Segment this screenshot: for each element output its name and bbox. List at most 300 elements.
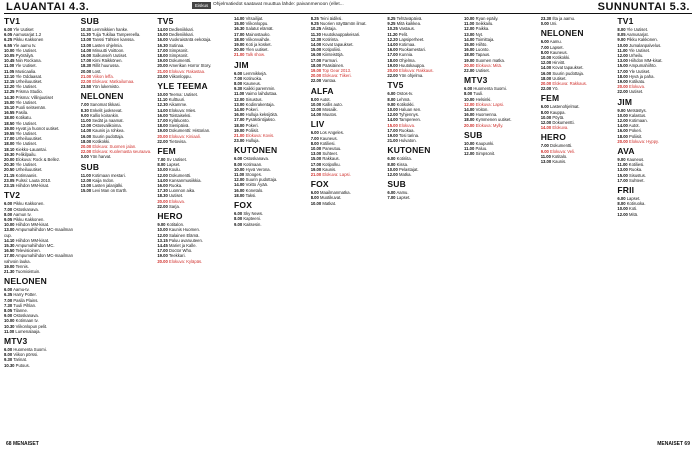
program-time: 10.00 <box>310 200 322 206</box>
program-time: 14.00 <box>80 47 92 53</box>
program-time: 10.00 <box>4 222 15 228</box>
program-time: 21.15 <box>4 172 15 178</box>
program-title: Haluan sen. <box>397 107 422 113</box>
channel-name: NELONEN <box>80 91 124 102</box>
channel-name: HERO <box>157 211 183 222</box>
program-time: 7.00 <box>234 75 243 81</box>
program-title: Stooges. <box>244 172 262 178</box>
program-title: Sutinaa. <box>167 42 185 48</box>
program-time: 0.00 <box>80 154 89 160</box>
program-time: 10.00 <box>464 140 475 146</box>
program-time: 13.00 <box>4 227 15 233</box>
program-title: Yön lukemisto. <box>91 84 120 90</box>
program-time: 18.10 <box>4 146 15 152</box>
program-title: Lasten ohjelmia. <box>91 42 123 48</box>
program-title: Ampumahiihto. <box>627 63 657 69</box>
program-title: Kapteeni. <box>242 216 262 222</box>
channel-name: SUB <box>387 179 406 190</box>
program-title: Elokuva: Rakastaa. <box>167 68 206 74</box>
program-title: Hulvaton. <box>397 138 417 144</box>
program-title: Kotimaan mestari. <box>90 172 126 178</box>
program-time: 14.00 <box>234 16 245 21</box>
program-title: Simpsonit. <box>167 53 189 59</box>
program-time: 7.00 <box>540 44 549 50</box>
program-entry <box>4 183 79 188</box>
channel-name: YLE TEEMA <box>157 81 208 92</box>
program-title: Kymmenen uutiset. <box>474 117 512 123</box>
program-time: 16.55 <box>4 110 15 116</box>
program-time: 22.00 <box>617 89 628 95</box>
channel-name: LIV <box>310 119 325 130</box>
program-title: Tuuli. <box>472 91 484 97</box>
program-time: 14.00 <box>464 107 475 113</box>
program-time: 14.00 <box>540 65 552 71</box>
program-title: Tehtäväpäivä. <box>395 16 423 21</box>
program-title: Ruokamestari. <box>397 47 427 53</box>
program-title: Farmari. <box>321 57 338 63</box>
program-title: Kauneus. <box>548 49 568 55</box>
program-time: 21.30 <box>4 268 15 274</box>
program-time: 9.25 <box>387 21 396 27</box>
program-title: Dokumentti. <box>167 172 192 178</box>
program-time: 7.00 <box>540 143 549 149</box>
tv-listings <box>4 16 692 438</box>
program-time: 6.25 <box>4 37 13 43</box>
program-title: Luonto. <box>474 47 490 53</box>
program-time: 16.30 <box>157 42 168 48</box>
program-time: 10.00 <box>540 55 552 61</box>
program-time: 12.00 <box>617 211 628 217</box>
program-title: Salkunseh Uutiset. <box>91 53 128 59</box>
program-time: 16.00 <box>157 112 168 118</box>
listing-column <box>234 16 309 438</box>
channel-name: NELONEN <box>4 276 47 287</box>
program-title: Yön harvat. <box>88 154 112 160</box>
program-time: 8.05 <box>4 307 13 313</box>
program-time: 20.00 <box>234 47 245 53</box>
program-title: Kauneus. <box>625 157 645 163</box>
program-time: 13.00 <box>617 58 628 64</box>
program-title: Aamu-tv. <box>12 287 30 293</box>
channel-name: SUB <box>80 161 100 172</box>
channel-name: FRII <box>617 185 635 196</box>
program-entry <box>157 139 232 144</box>
program-time: 17.00 <box>157 47 168 53</box>
program-time: 17.00 <box>387 127 398 133</box>
program-time: 16.00 <box>157 37 168 43</box>
program-time: 12.00 <box>540 60 552 66</box>
program-time: 14.00 <box>387 117 398 123</box>
program-time: 10.00 <box>464 96 475 102</box>
program-time: 20.00 <box>464 62 475 68</box>
program-time: 8.30 <box>80 107 89 113</box>
program-time: 18.00 <box>4 115 15 121</box>
program-time: 22.00 <box>157 138 168 144</box>
program-title: Paluu avaruuteen. <box>167 237 203 243</box>
program-entry <box>464 151 539 156</box>
program-time: 18.00 <box>4 141 15 147</box>
program-time: 14.30 <box>4 94 15 100</box>
program-title: Yle Uutiset <box>12 27 34 32</box>
program-title: Huomenna. <box>474 112 498 118</box>
program-time: 6.00 <box>4 27 13 32</box>
program-time: 13.00 <box>80 183 92 189</box>
channel-name: NELONEN <box>540 28 584 39</box>
program-title: Ostosvalikoima. <box>91 123 122 129</box>
program-entry <box>617 212 692 217</box>
program-title: Matka. <box>397 172 412 178</box>
program-title: Vuokraisäntä eekotaja. <box>167 37 212 43</box>
program-time: 6.35 <box>4 292 13 298</box>
program-entry <box>541 21 616 26</box>
program-title: Nuorien näyttämön ilmat. <box>318 21 367 27</box>
program-time: 6.00 <box>387 190 396 196</box>
program-entry <box>311 78 386 83</box>
program-time: 12.00 <box>157 232 168 238</box>
program-time: 20.00 <box>617 84 628 90</box>
program-title: Sanomat tikkasi. <box>88 102 121 108</box>
program-time: 12.00 <box>464 26 475 32</box>
program-title: Kauneus. <box>318 135 338 141</box>
channel-name: AVA <box>617 146 635 157</box>
program-title: Kotiruoka. <box>625 201 646 207</box>
program-title: Prisma: Villinjuutiset <box>14 94 54 100</box>
program-time: 19.30 <box>4 151 15 157</box>
program-time: 17.00 <box>310 57 322 63</box>
program-time: 9.00 <box>617 107 626 113</box>
program-title: Metsästys. <box>625 107 647 113</box>
program-time: 6.00 <box>540 104 549 110</box>
program-time: 11.00 <box>464 21 475 27</box>
program-time: 16.00 <box>387 47 398 53</box>
program-time: 6.00 <box>540 39 549 45</box>
program-title: Tuuli Pihlan. <box>12 302 37 308</box>
program-time: 20.00 <box>310 73 322 79</box>
right-page-number: MENAISET 69 <box>657 441 690 447</box>
program-title: Helsinki. <box>474 96 492 102</box>
program-title: Yle Uutiset. <box>14 120 37 126</box>
program-time: 9.25 <box>310 21 319 27</box>
program-entry <box>311 201 386 206</box>
program-time: 10.00 <box>157 92 168 98</box>
program-title: Sv Uutiset. <box>165 157 187 163</box>
program-title: Mitä kaikkea. <box>395 21 422 27</box>
program-title: Elokuva: Kyläpäs. <box>167 258 203 264</box>
program-entry <box>81 84 156 89</box>
program-title: Huutokauppa. <box>397 62 426 68</box>
program-time: 19.00 <box>310 166 322 172</box>
program-title: Kulttuuri. <box>167 97 186 103</box>
program-time: 16.00 <box>80 133 92 139</box>
program-title: Rillit huurussa. <box>91 63 120 69</box>
program-time: 16.00 <box>234 187 245 193</box>
program-time: 13.00 <box>540 159 552 165</box>
program-time: 8.00 <box>310 96 319 102</box>
program-title: Kaikki paremmin. <box>242 86 276 92</box>
program-time: 18.00 <box>387 57 398 63</box>
program-time: 16.00 <box>464 112 475 118</box>
program-title: Prisma Studio. <box>14 89 43 95</box>
program-title: Sisustus. <box>627 172 647 178</box>
program-time: 7.00 <box>80 102 89 108</box>
channel-name: JIM <box>234 59 249 70</box>
program-entry <box>81 154 156 159</box>
program-entry <box>234 52 309 57</box>
program-time: 18.00 <box>234 36 245 42</box>
program-time: 15.00 <box>310 156 322 162</box>
program-title: Sky News. <box>242 211 264 217</box>
program-entry <box>81 188 156 193</box>
program-time: 20.00 <box>387 68 398 74</box>
program-time: 19.00 <box>4 263 15 269</box>
program-title: Ampumahiihdon MC-maailman vahvoin lauka. <box>4 253 73 264</box>
program-time: 14.00 <box>540 125 552 131</box>
program-title: Kodinrakentaja. <box>244 101 275 107</box>
program-title: Koulu. <box>167 167 181 173</box>
listing-column <box>81 16 156 438</box>
program-title: Tyhjennys. <box>397 112 419 118</box>
program-time: 16.30 <box>234 26 245 32</box>
program-entry <box>234 222 309 227</box>
program-time: 14.00 <box>310 42 322 48</box>
program-time: 9.00 <box>540 148 549 154</box>
program-title: Hiihto. <box>474 42 488 48</box>
program-time: 16.00 <box>234 112 245 118</box>
program-title: Tuomioistuin. <box>14 268 41 274</box>
program-title: Sarja. <box>167 203 180 209</box>
program-time: 22.00 <box>387 73 398 79</box>
program-entry <box>4 329 79 334</box>
header-badge: Eiskus <box>192 2 211 9</box>
program-title: Kovat tapaukset. <box>321 42 354 48</box>
program-time: 13.00 <box>310 151 322 157</box>
program-time: 12.15 <box>4 79 15 85</box>
program-entry <box>464 123 539 128</box>
program-title: Kaunis. <box>321 166 337 172</box>
channel-name: ALFA <box>310 85 334 96</box>
program-entry <box>157 74 232 79</box>
program-title: Harry Potter. <box>12 292 37 298</box>
listing-column <box>4 16 79 438</box>
program-title: Yle Uutiset. <box>14 99 37 105</box>
program-title: Pysäköintijakso. <box>244 117 276 123</box>
program-time: 8.00 <box>234 216 243 222</box>
program-title: Viikon pörssi. <box>12 352 39 358</box>
program-title: Musicaalia. <box>14 68 37 74</box>
program-title: Elokuva: Kuolemasta seuraava. <box>91 149 152 155</box>
program-time: 17.00 <box>157 118 168 124</box>
program-time: 10.00 <box>4 318 15 324</box>
program-time: 12.30 <box>157 102 168 108</box>
program-entry <box>541 159 616 164</box>
program-time: 18.30 <box>80 63 92 69</box>
program-time: 12.00 <box>464 101 475 107</box>
program-title: Paneutuu. <box>321 146 342 152</box>
program-time: 9.00 <box>617 157 626 163</box>
program-title: Kotirinta. <box>321 36 339 42</box>
program-title: Luonnon aika. <box>167 188 196 194</box>
program-title: Sedät ja naamat. <box>90 118 124 124</box>
program-time: 21.00 <box>310 172 322 178</box>
program-time: 23.00 <box>157 73 168 79</box>
program-time: 10.00 <box>540 114 552 120</box>
program-title: Huutokauppakeisari. <box>320 31 361 37</box>
channel-name: FOX <box>234 200 253 211</box>
header-rule <box>4 13 692 14</box>
program-time: 17.00 <box>234 31 245 37</box>
program-time: 20.00 <box>80 68 92 74</box>
channel-name: KUTONEN <box>234 145 278 156</box>
program-time: 8.00 <box>4 352 13 358</box>
program-time: 20.00 <box>157 63 168 69</box>
program-time: 9.30 <box>234 86 243 92</box>
program-entry <box>4 363 79 368</box>
program-title: Yle Uutiset. <box>14 47 37 53</box>
program-title: Uutiset. <box>627 89 644 95</box>
program-title: Kotitalo. <box>550 153 568 159</box>
program-time: 16.50 <box>4 248 15 254</box>
program-title: Elokuva: Kovis. <box>244 133 275 139</box>
program-title: Sienipäivä. <box>167 123 190 129</box>
program-title: Ruoka. <box>627 167 643 173</box>
program-time: 10.00 <box>310 146 322 152</box>
program-time: 18.00 <box>464 117 475 123</box>
program-title: Koti ja kosket. <box>244 42 272 48</box>
program-title: Yle Uutiset. <box>14 141 37 147</box>
program-time: 9.30 <box>4 357 13 363</box>
program-title: Ostoskanava. <box>12 313 39 319</box>
program-title: Kunnia. <box>397 52 414 58</box>
program-time: 17.00 <box>617 177 628 183</box>
program-time: 13.00 <box>464 31 475 37</box>
program-title: Kallis auto. <box>321 101 343 107</box>
program-time: 12.25 <box>4 89 15 95</box>
program-time: 12.00 <box>540 120 552 126</box>
program-time: 18.50 <box>4 120 15 126</box>
program-time: 6.00 <box>4 201 13 207</box>
program-title: Yle Uutiset. <box>14 131 37 137</box>
program-time: 15.30 <box>4 242 15 248</box>
program-title: Hyvä ja paha. <box>627 73 655 79</box>
program-title: Mariet ja Kalle. <box>167 242 197 248</box>
program-time: 13.00 <box>617 167 628 173</box>
program-time: 7.00 <box>387 195 396 201</box>
program-time: 12.10 <box>4 73 15 79</box>
program-time: 6.00 <box>234 156 243 162</box>
program-title: Dokumentti. <box>167 58 192 64</box>
program-time: 12.00 <box>80 177 92 183</box>
program-title: Uutiset. <box>551 75 567 81</box>
program-title: Yle Uutiset. <box>14 63 37 69</box>
program-time: 17.00 <box>157 248 168 254</box>
program-title: Toistaiseksi. <box>167 112 192 118</box>
program-time: 14.00 <box>234 107 245 113</box>
program-title: Kotikokki. <box>91 138 111 144</box>
program-time: 0.00 <box>540 21 549 27</box>
program-time: 12.00 <box>387 172 398 178</box>
program-entry <box>311 172 386 177</box>
program-time: 19.00 <box>464 57 475 63</box>
program-time: 6.55 <box>4 42 13 48</box>
program-time: 22.00 <box>310 78 322 84</box>
program-title: Hulluja keksijöitä. <box>244 112 279 118</box>
program-title: Ruokaa. <box>397 127 415 133</box>
program-title: Kissa. <box>395 161 409 167</box>
channel-name: HERO <box>540 132 567 143</box>
program-title: Enkelit juoksevat. <box>88 107 123 113</box>
program-time: 19.00 <box>617 79 628 85</box>
program-title: Simpsonit. <box>167 47 189 53</box>
program-title: Vantaa. <box>321 78 337 84</box>
program-time: 8.00 <box>157 162 166 168</box>
program-time: 20.50 <box>4 167 15 173</box>
program-title: Koti. <box>627 206 638 212</box>
program-time: 10.05 <box>4 53 15 59</box>
program-title: Ohjelma. <box>397 57 416 63</box>
program-time: 23.05 <box>4 177 15 183</box>
program-time: 23.00 <box>234 138 245 144</box>
header-tagline: Ohjelmatiedot saatavat muuttua lähde: paivanmenoon (ellet... <box>213 2 344 7</box>
program-title: Ylen uutiset. <box>244 47 269 53</box>
program-title: Minuutti Voittoon. <box>91 47 125 53</box>
program-time: 19.00 <box>234 42 245 48</box>
program-time: 10.00 <box>234 166 245 172</box>
program-title: Kotimaan tv. <box>14 318 39 324</box>
program-time: 7.00 <box>4 206 13 212</box>
program-title: Lasten jalanjälki. <box>91 183 124 189</box>
program-time: 8.00 <box>464 91 473 97</box>
program-time: 8.00 <box>617 27 626 32</box>
program-entry <box>234 138 309 143</box>
channel-name: TV1 <box>4 16 21 26</box>
program-entry <box>311 112 386 117</box>
program-time: 12.00 <box>234 177 245 183</box>
program-title: Hulluja. <box>244 138 260 144</box>
program-time: 6.00 <box>234 70 243 76</box>
program-title: Yön ohjelma. <box>397 73 424 79</box>
program-time: 11.00 <box>234 91 245 97</box>
program-time: 14.00 <box>387 42 398 48</box>
program-title: Aamu. <box>548 39 562 45</box>
program-title: Uutiset. <box>474 68 490 74</box>
program-title: Kauppa. <box>548 109 566 115</box>
program-title: Elokuva: Rakkaus. <box>397 68 434 74</box>
program-title: Kiinteistöjä. <box>321 52 344 58</box>
program-time: 6.00 <box>464 86 473 92</box>
program-title: Amerikan Horror Story. <box>167 63 212 69</box>
program-time: 6.00 <box>310 130 319 136</box>
listing-column <box>464 16 539 438</box>
program-time: 8.00 <box>310 140 319 146</box>
program-title: Pasila. <box>14 110 29 116</box>
program-title: Suhteet. <box>627 177 645 183</box>
program-title: Pelit. <box>397 31 409 37</box>
program-time: 22.00 <box>540 86 552 92</box>
program-title: Teini äidiksi. <box>318 16 343 21</box>
program-title: Lapset. <box>625 196 641 202</box>
program-title: Kotikatu. <box>627 79 646 85</box>
program-title: Dokumentti. <box>548 143 573 149</box>
program-time: 10.30 <box>80 27 92 32</box>
program-title: Elokuva. <box>167 198 186 204</box>
program-time: 8.05 <box>617 32 626 38</box>
program-time: 11.00 <box>234 172 245 178</box>
program-title: Yle Uutiset. <box>14 162 37 168</box>
program-title: Televisioinen. <box>14 248 41 254</box>
program-time: 17.00 <box>4 253 15 259</box>
program-title: Tanssi Tähtien kanssa. <box>91 37 135 43</box>
program-time: 10.00 <box>4 47 15 53</box>
